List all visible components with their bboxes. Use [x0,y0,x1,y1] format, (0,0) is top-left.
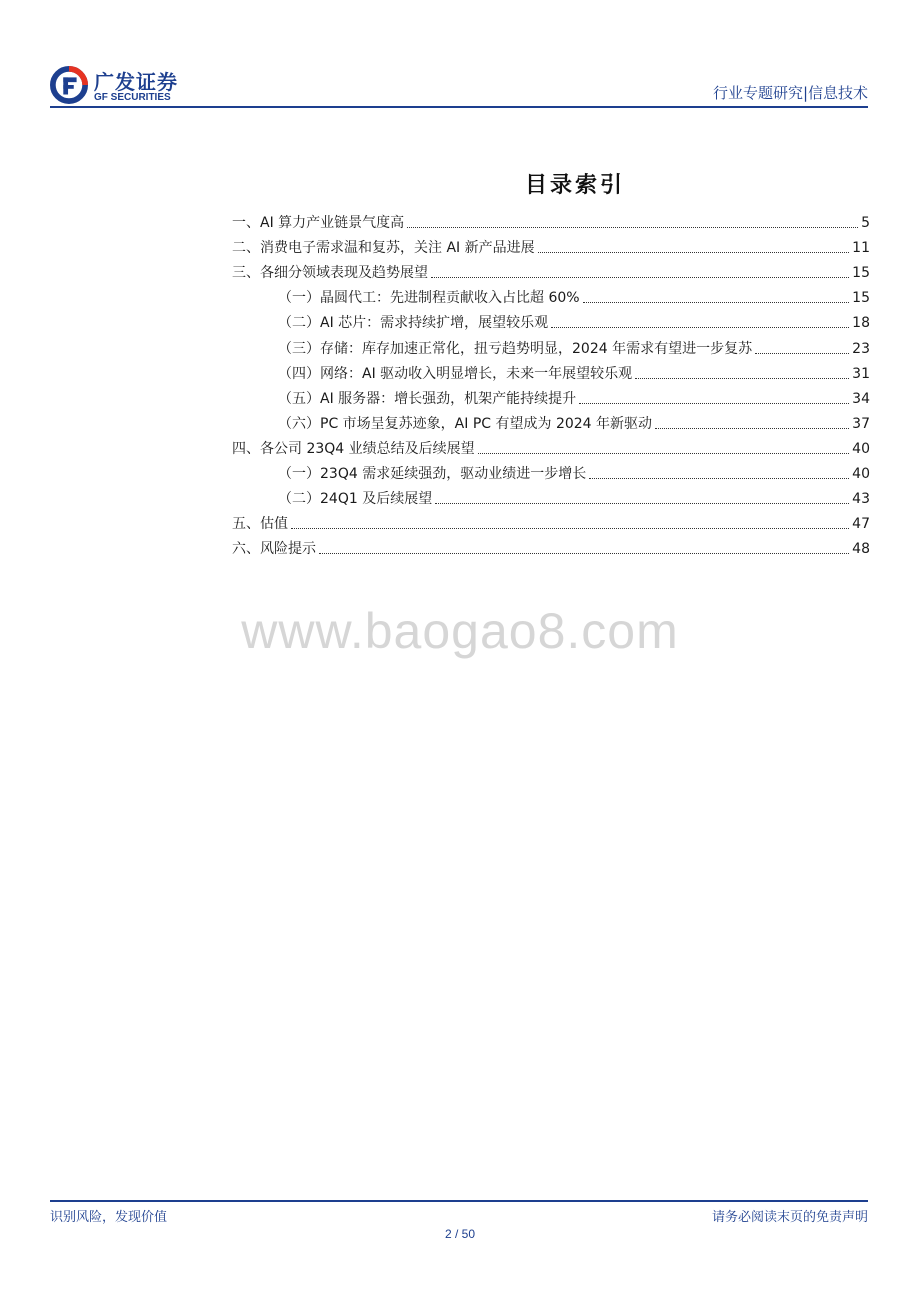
toc-entry-page: 34 [852,390,870,407]
toc-entry-text: 六、风险提示 [232,541,316,558]
toc-leader-dots [551,327,849,328]
toc-entry[interactable] [232,233,870,258]
toc-leader-dots [478,453,850,454]
toc-leader-dots [538,252,850,253]
toc-subentry[interactable] [232,359,870,384]
footer-disclaimer: 请务必阅读末页的免责声明 [711,1210,868,1225]
toc-entry-page: 40 [852,466,870,483]
page-header [50,60,868,108]
header-divider [50,106,868,108]
toc-entry-text: （五）AI 服务器：增长强劲，机架产能持续提升 [278,390,577,407]
company-logo [50,64,200,108]
report-category: 行业专题研究|信息技术 [712,84,868,102]
footer-divider [50,1200,868,1202]
toc-entry-text: 三、各细分领域表现及趋势展望 [232,265,428,282]
toc-entry-text: 二、消费电子需求温和复苏，关注 AI 新产品进展 [232,240,535,257]
logo-chinese-name: 广发证券 [94,70,178,94]
toc-leader-dots [579,403,849,404]
toc-entry-page: 31 [852,365,870,382]
toc-leader-dots [655,428,849,429]
toc-subentry[interactable] [232,283,870,308]
toc-leader-dots [589,478,849,479]
toc-entry-page: 11 [852,240,870,257]
toc-entry[interactable] [232,509,870,534]
toc-entry-page: 37 [852,415,870,432]
toc-leader-dots [291,528,849,529]
toc-entry-text: 一、AI 算力产业链景气度高 [232,215,405,232]
logo-english-name: GF SECURITIES [94,92,171,103]
watermark: www.baogao8.com [241,603,679,659]
toc-leader-dots [435,503,849,504]
toc-entry-text: （一）23Q4 需求延续强劲，驱动业绩进一步增长 [278,466,587,483]
toc-entry-text: （三）存储：库存加速正常化，扭亏趋势明显，2024 年需求有望进一步复苏 [278,340,753,357]
toc-entry[interactable] [232,258,870,283]
toc-subentry[interactable] [232,459,870,484]
gf-logo-icon [50,66,88,104]
toc-entry-page: 43 [852,491,870,508]
toc-entry-text: （二）AI 芯片：需求持续扩增，展望较乐观 [278,315,549,332]
toc-leader-dots [755,353,849,354]
toc-entry-page: 48 [852,541,870,558]
toc-entry-page: 40 [852,440,870,457]
toc-subentry[interactable] [232,308,870,333]
toc-title: 目录索引 [524,172,625,198]
toc-subentry[interactable] [232,484,870,509]
toc-subentry[interactable] [232,409,870,434]
toc-entry[interactable] [232,434,870,459]
toc-entry-page: 23 [852,340,870,357]
toc-entry-text: 四、各公司 23Q4 业绩总结及后续展望 [232,440,475,457]
toc-leader-dots [319,553,849,554]
toc-leader-dots [583,302,850,303]
toc-leader-dots [635,378,849,379]
toc-entry-text: （二）24Q1 及后续展望 [278,491,433,508]
toc-entry-text: （六）PC 市场呈复苏迹象，AI PC 有望成为 2024 年新驱动 [278,415,653,432]
toc-subentry[interactable] [232,384,870,409]
toc-entry[interactable] [232,208,870,233]
toc-entry-page: 18 [852,315,870,332]
toc-entry-page: 15 [852,265,870,282]
toc-leader-dots [407,227,858,228]
toc-entry[interactable] [232,534,870,559]
toc-leader-dots [431,277,849,278]
toc-subentry[interactable] [232,333,870,358]
page-number: 2 / 50 [444,1227,476,1241]
toc-entry-text: 五、估值 [232,516,288,533]
toc-entry-text: （四）网络：AI 驱动收入明显增长，未来一年展望较乐观 [278,365,633,382]
table-of-contents [232,208,870,559]
toc-entry-text: （一）晶圆代工：先进制程贡献收入占比超 60% [278,290,580,307]
toc-entry-page: 15 [852,290,870,307]
toc-entry-page: 5 [861,215,870,232]
footer-slogan: 识别风险，发现价值 [50,1210,168,1225]
toc-entry-page: 47 [852,516,870,533]
